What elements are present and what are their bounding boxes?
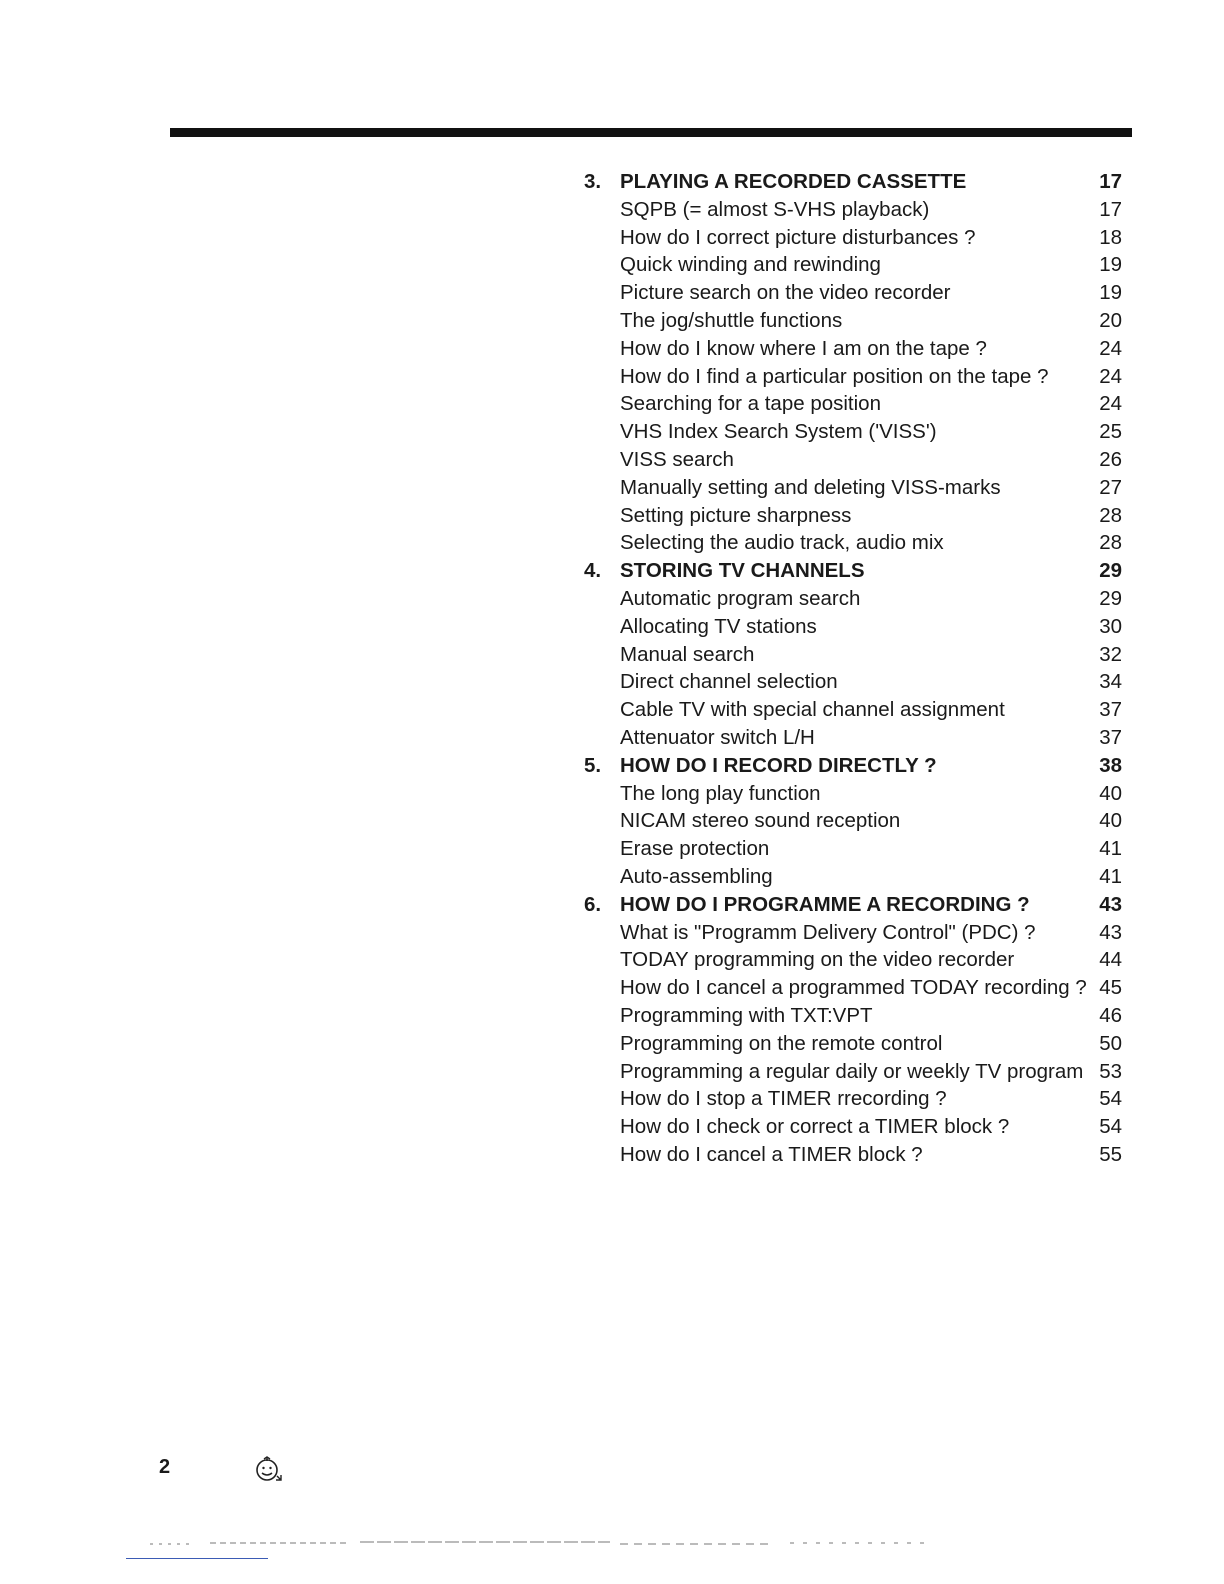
toc-entry xyxy=(584,946,1130,974)
entry-title: How do I cancel a TIMER block ? xyxy=(620,1142,923,1166)
entry-title: Direct channel selection xyxy=(620,670,838,694)
page-number: 2 xyxy=(159,1456,171,1478)
entry-page-number: 28 xyxy=(1099,531,1122,555)
scan-artifact xyxy=(150,1540,930,1554)
entry-page-number: 40 xyxy=(1099,781,1122,805)
toc-section-heading xyxy=(584,557,1130,585)
entry-page-number: 25 xyxy=(1099,420,1122,444)
toc-entry xyxy=(584,668,1130,696)
entry-title: Picture search on the video recorder xyxy=(620,281,951,305)
entry-title: Programming with TXT:VPT xyxy=(620,1003,873,1027)
entry-page-number: 54 xyxy=(1099,1115,1122,1139)
toc-entry xyxy=(584,363,1130,391)
toc-entry xyxy=(584,641,1130,669)
entry-title: What is "Programm Delivery Control" (PDC) ? xyxy=(620,920,1036,944)
entry-title: Allocating TV stations xyxy=(620,614,817,638)
entry-title: Manual search xyxy=(620,642,755,666)
entry-title: The jog/shuttle functions xyxy=(620,308,843,332)
section-page-number: 38 xyxy=(1099,753,1122,777)
header-rule xyxy=(170,128,1132,137)
entry-page-number: 19 xyxy=(1099,281,1122,305)
entry-page-number: 20 xyxy=(1099,308,1122,332)
entry-title: Programming a regular daily or weekly TV program xyxy=(620,1059,1084,1083)
entry-page-number: 40 xyxy=(1099,809,1122,833)
entry-page-number: 34 xyxy=(1099,670,1122,694)
entry-page-number: 43 xyxy=(1099,920,1122,944)
entry-page-number: 44 xyxy=(1099,948,1122,972)
entry-title: Erase protection xyxy=(620,837,770,861)
entry-page-number: 30 xyxy=(1099,614,1122,638)
entry-page-number: 37 xyxy=(1099,725,1122,749)
toc-entry xyxy=(584,863,1130,891)
entry-title: Selecting the audio track, audio mix xyxy=(620,531,944,555)
entry-title: SQPB (= almost S-VHS playback) xyxy=(620,197,930,221)
entry-title: VHS Index Search System ('VISS') xyxy=(620,420,937,444)
footer-rule xyxy=(126,1558,268,1559)
table-of-contents xyxy=(584,168,1130,1169)
toc-entry xyxy=(584,474,1130,502)
entry-page-number: 54 xyxy=(1099,1087,1122,1111)
entry-page-number: 29 xyxy=(1099,586,1122,610)
entry-page-number: 28 xyxy=(1099,503,1122,527)
toc-entry xyxy=(584,390,1130,418)
entry-page-number: 55 xyxy=(1099,1142,1122,1166)
toc-entry xyxy=(584,613,1130,641)
toc-entry xyxy=(584,780,1130,808)
entry-title: How do I know where I am on the tape ? xyxy=(620,336,987,360)
toc-section-heading xyxy=(584,168,1130,196)
toc-entry xyxy=(584,446,1130,474)
toc-entry xyxy=(584,1058,1130,1086)
toc-entry xyxy=(584,807,1130,835)
section-page-number: 43 xyxy=(1099,892,1122,916)
entry-title: Attenuator switch L/H xyxy=(620,725,815,749)
entry-page-number: 17 xyxy=(1099,197,1122,221)
section-number: 4. xyxy=(584,559,602,583)
entry-title: How do I find a particular position on the tape ? xyxy=(620,364,1049,388)
entry-page-number: 46 xyxy=(1099,1003,1122,1027)
section-page-number: 17 xyxy=(1099,170,1122,193)
entry-title: Auto-assembling xyxy=(620,864,773,888)
entry-page-number: 53 xyxy=(1099,1059,1122,1083)
entry-title: The long play function xyxy=(620,781,821,805)
entry-page-number: 24 xyxy=(1099,392,1122,416)
toc-entry xyxy=(584,335,1130,363)
toc-entry xyxy=(584,307,1130,335)
entry-page-number: 24 xyxy=(1099,336,1122,360)
entry-page-number: 27 xyxy=(1099,475,1122,499)
toc-entry xyxy=(584,1030,1130,1058)
section-title: HOW DO I RECORD DIRECTLY ? xyxy=(620,753,937,777)
entry-title: How do I correct picture disturbances ? xyxy=(620,225,976,249)
entry-page-number: 19 xyxy=(1099,253,1122,277)
entry-title: NICAM stereo sound reception xyxy=(620,809,901,833)
toc-entry xyxy=(584,835,1130,863)
toc-entry xyxy=(584,1113,1130,1141)
entry-page-number: 26 xyxy=(1099,447,1122,471)
toc-entry xyxy=(584,724,1130,752)
section-number: 6. xyxy=(584,892,602,916)
entry-title: Automatic program search xyxy=(620,586,861,610)
section-number: 3. xyxy=(584,170,602,193)
toc-entry xyxy=(584,418,1130,446)
toc-entry xyxy=(584,224,1130,252)
entry-title: Setting picture sharpness xyxy=(620,503,852,527)
toc-entry xyxy=(584,585,1130,613)
section-number: 5. xyxy=(584,753,602,777)
entry-title: Quick winding and rewinding xyxy=(620,253,881,277)
entry-page-number: 37 xyxy=(1099,698,1122,722)
toc-entry xyxy=(584,919,1130,947)
entry-page-number: 18 xyxy=(1099,225,1122,249)
entry-page-number: 32 xyxy=(1099,642,1122,666)
section-title: PLAYING A RECORDED CASSETTE xyxy=(620,170,967,193)
toc-entry xyxy=(584,196,1130,224)
entry-title: How do I stop a TIMER rrecording ? xyxy=(620,1087,947,1111)
entry-page-number: 41 xyxy=(1099,864,1122,888)
entry-page-number: 50 xyxy=(1099,1031,1122,1055)
section-title: STORING TV CHANNELS xyxy=(620,559,865,583)
toc-entry xyxy=(584,1141,1130,1169)
entry-title: Cable TV with special channel assignment xyxy=(620,698,1005,722)
toc-entry xyxy=(584,251,1130,279)
toc-section-heading xyxy=(584,752,1130,780)
entry-page-number: 24 xyxy=(1099,364,1122,388)
toc-entry xyxy=(584,696,1130,724)
entry-title: VISS search xyxy=(620,447,734,471)
entry-title: How do I cancel a programmed TODAY recording ? xyxy=(620,976,1087,1000)
entry-title: Programming on the remote control xyxy=(620,1031,943,1055)
smiley-recycle-icon xyxy=(252,1454,284,1486)
entry-title: Searching for a tape position xyxy=(620,392,881,416)
toc-entry xyxy=(584,1085,1130,1113)
toc-entry xyxy=(584,502,1130,530)
toc-entry xyxy=(584,974,1130,1002)
toc-entry xyxy=(584,1002,1130,1030)
toc-entry xyxy=(584,279,1130,307)
toc-entry xyxy=(584,529,1130,557)
section-title: HOW DO I PROGRAMME A RECORDING ? xyxy=(620,892,1030,916)
entry-title: How do I check or correct a TIMER block ? xyxy=(620,1115,1010,1139)
entry-page-number: 45 xyxy=(1099,976,1122,1000)
toc-section-heading xyxy=(584,891,1130,919)
entry-title: TODAY programming on the video recorder xyxy=(620,948,1015,972)
entry-page-number: 41 xyxy=(1099,837,1122,861)
entry-title: Manually setting and deleting VISS-marks xyxy=(620,475,1001,499)
section-page-number: 29 xyxy=(1099,559,1122,583)
